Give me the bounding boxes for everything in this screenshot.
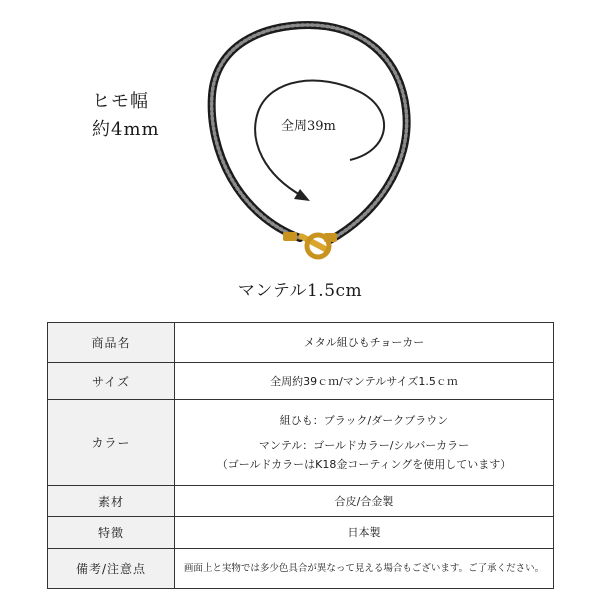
value-line: 組ひも：ブラック/ダークブラウン (279, 414, 449, 427)
row-key: 素材 (48, 486, 175, 517)
row-key: カラー (48, 400, 175, 486)
value-line: 画面上と実物では多少色具合が異なって見える場合もございます。ご了承ください。 (183, 563, 545, 574)
row-value (175, 400, 554, 486)
cord-width-value: 約4mm (92, 119, 160, 140)
circumference-label: 全周39m (281, 119, 336, 134)
table-row (48, 549, 554, 589)
row-value (175, 323, 554, 363)
value-line: マンテル：ゴールドカラー/シルバーカラー (258, 439, 470, 452)
row-value (175, 486, 554, 517)
row-key: サイズ (48, 363, 175, 400)
table-row (48, 400, 554, 486)
value-line: （ゴールドカラーはK18金コーティングを使用しています） (216, 458, 512, 471)
circumference-arrow (255, 81, 384, 196)
row-value (175, 549, 554, 589)
row-value (175, 363, 554, 400)
mantel-size-label: マンテル1.5cm (237, 281, 363, 301)
cord-width-label (92, 88, 160, 144)
row-value (175, 517, 554, 549)
table-row (48, 486, 554, 517)
toggle-clasp (283, 232, 337, 257)
table-row (48, 517, 554, 549)
row-key: 商品名 (48, 323, 175, 363)
value-line: 全周約39ｃｍ/マンテルサイズ1.5ｃｍ (270, 374, 458, 388)
value-line: メタル組ひもチョーカー (303, 336, 425, 349)
value-line: 合皮/合金製 (334, 494, 394, 508)
table-row (48, 323, 554, 363)
row-key: 特徴 (48, 517, 175, 549)
value-line: 日本製 (347, 526, 381, 539)
spec-table (47, 322, 554, 589)
table-row (48, 363, 554, 400)
cord-width-title: ヒモ幅 (92, 91, 149, 112)
arrow-head-icon (294, 189, 310, 201)
row-key: 備考/注意点 (48, 549, 175, 589)
